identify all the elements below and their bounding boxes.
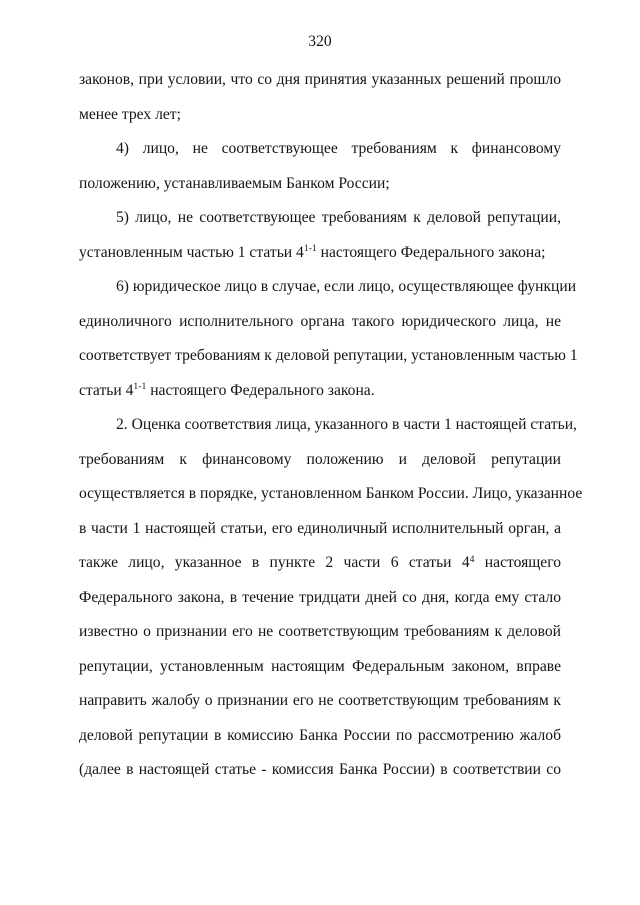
text-line-with-superscript: [79, 553, 561, 588]
paragraph-continuation: [79, 70, 561, 139]
text-fragment: статьи 4: [79, 381, 134, 399]
text-line: Федерального закона, в течение тридцати дней со дня, когда ему стало: [79, 588, 561, 606]
text-line: репутации, установленным настоящим Федеральным законом, вправе: [79, 657, 561, 675]
document-body: [79, 70, 583, 795]
text-line: соответствует требованиям к деловой репутации, установленным частью 1: [79, 347, 578, 364]
superscript: 1-1: [303, 243, 317, 255]
text-line: законов, при условии, что со дня принятия указанных решений прошло: [79, 71, 561, 88]
text-line: менее трех лет;: [79, 105, 181, 123]
text-line: направить жалобу о признании его не соответствующим требованиям к: [79, 692, 561, 709]
text-line-with-superscript: [79, 381, 561, 416]
text-line: (далее в настоящей статье - комиссия Банка России) в соответствии со: [79, 761, 561, 778]
text-line: 5) лицо, не соответствующее требованиям к деловой репутации,: [116, 209, 561, 226]
text-line: положению, устанавливаемым Банком России;: [79, 174, 390, 192]
superscript: 4: [469, 553, 475, 565]
paragraph-item-5: [79, 208, 561, 277]
text-line: в части 1 настоящей статьи, его единоличный исполнительный орган, а: [79, 519, 561, 537]
page-number: 320: [308, 33, 332, 50]
superscript: 1-1: [133, 381, 147, 393]
text-fragment: также лицо, указанное в пункте 2 части 6 статьи 4: [79, 554, 470, 571]
text-line-with-superscript: [79, 243, 561, 278]
text-line: известно о признании его не соответствующим требованиям к деловой: [79, 623, 561, 640]
paragraph-item-4: [79, 139, 561, 208]
text-fragment: установленным частью 1 статьи 4: [79, 243, 304, 261]
text-fragment: настоящего Федерального закона;: [316, 243, 546, 261]
text-line: 4) лицо, не соответствующее требованиям к финансовому: [116, 140, 561, 157]
text-line: 2. Оценка соответствия лица, указанного в части 1 настоящей статьи,: [116, 416, 577, 433]
paragraph-part-2: [79, 415, 583, 795]
text-line: осуществляется в порядке, установленном Банком России. Лицо, указанное: [79, 485, 583, 502]
text-line: деловой репутации в комиссию Банка России по рассмотрению жалоб: [79, 726, 561, 744]
text-fragment: настоящего Федерального закона.: [146, 381, 375, 399]
paragraph-item-6: [79, 277, 578, 415]
text-fragment: настоящего: [474, 554, 562, 571]
text-line: единоличного исполнительного органа такого юридического лица, не: [79, 312, 561, 330]
text-line: требованиям к финансовому положению и деловой репутации: [79, 450, 561, 468]
text-line: 6) юридическое лицо в случае, если лицо, осуществляющее функции: [116, 278, 577, 295]
